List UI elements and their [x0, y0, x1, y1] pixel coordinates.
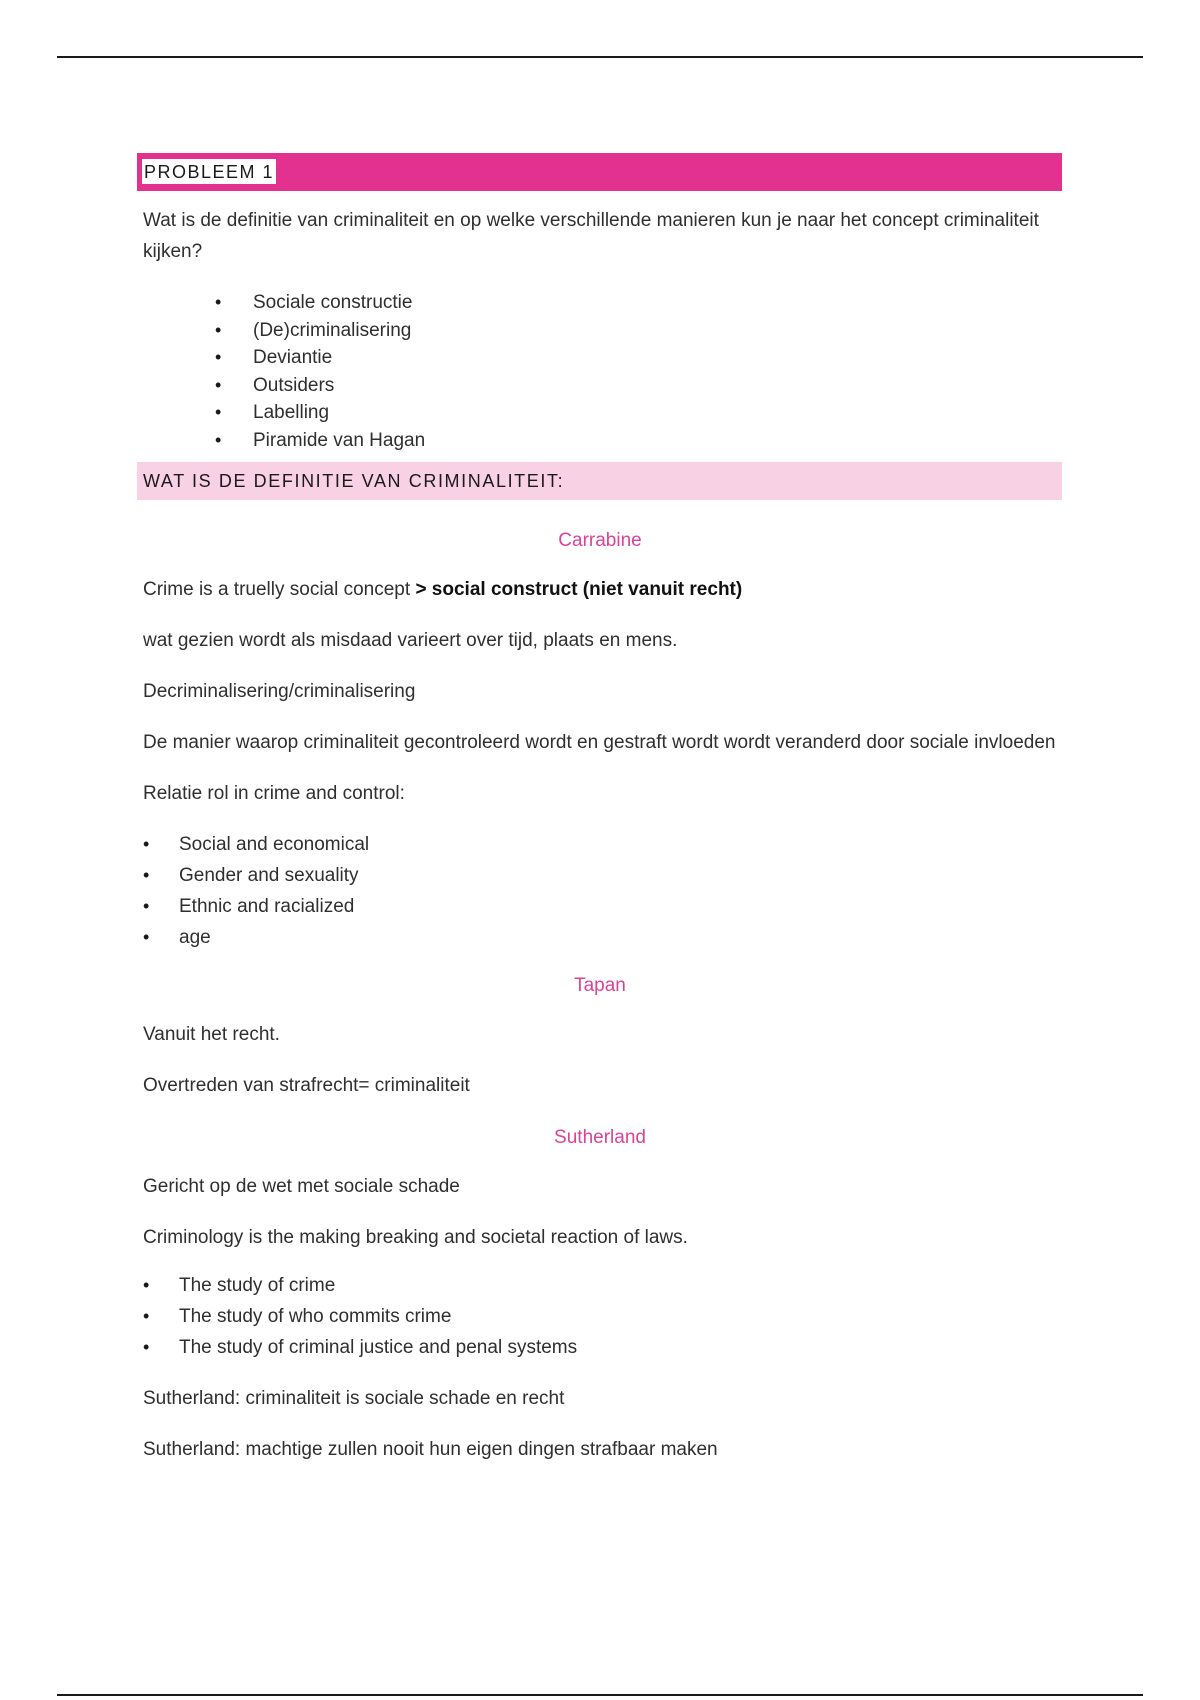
- bullet-icon: •: [215, 347, 222, 367]
- list-item: [138, 344, 1062, 372]
- list-item: [138, 427, 1062, 455]
- bullet-icon: •: [215, 292, 222, 312]
- carrabine-paragraph-4: De manier waarop criminaliteit gecontroleerd wordt en gestraft wordt wordt veranderd door sociale invloeden: [143, 732, 1056, 753]
- author-heading-sutherland: Sutherland: [554, 1127, 646, 1148]
- list-item-text: Deviantie: [253, 347, 333, 368]
- list-item-text: The study of who commits crime: [179, 1306, 452, 1327]
- carrabine-paragraph-1-bold: > social construct (niet vanuit recht): [415, 579, 743, 600]
- author-heading-tapan: Tapan: [574, 975, 626, 996]
- bullet-icon: •: [143, 1337, 150, 1357]
- sutherland-paragraph-3: Sutherland: criminaliteit is sociale schade en recht: [143, 1388, 565, 1409]
- carrabine-paragraph-5: Relatie rol in crime and control:: [143, 783, 405, 804]
- bullet-icon: •: [143, 865, 150, 885]
- carrabine-paragraph-2: wat gezien wordt als misdaad varieert over tijd, plaats en mens.: [143, 630, 678, 651]
- list-item-text: Labelling: [253, 402, 330, 423]
- sutherland-paragraph-2: Criminology is the making breaking and societal reaction of laws.: [143, 1227, 688, 1248]
- bullet-icon: •: [215, 402, 222, 422]
- list-item: [138, 891, 1062, 922]
- carrabine-paragraph-1-text: Crime is a truelly social concept: [143, 579, 416, 600]
- list-item-text: The study of crime: [179, 1275, 336, 1296]
- carrabine-paragraph-3: Decriminalisering/criminalisering: [143, 681, 416, 702]
- bullet-icon: •: [143, 896, 150, 916]
- list-item: [138, 922, 1062, 953]
- tapan-paragraph-2: Overtreden van strafrecht= criminaliteit: [143, 1075, 470, 1096]
- bottom-rule: [57, 1694, 1143, 1696]
- study-list: [138, 1270, 1062, 1363]
- list-item: [138, 829, 1062, 860]
- document-body: [138, 153, 1062, 1465]
- bullet-icon: •: [143, 1275, 150, 1295]
- top-rule: [57, 56, 1143, 58]
- keyword-list: [138, 289, 1062, 454]
- list-item-text: Sociale constructie: [253, 292, 413, 313]
- bullet-icon: •: [215, 319, 222, 340]
- bullet-icon: •: [143, 927, 150, 947]
- problem-heading-label: PROBLEEM 1: [142, 159, 276, 184]
- sutherland-paragraph-1: Gericht op de wet met sociale schade: [143, 1176, 460, 1197]
- list-item: [138, 289, 1062, 317]
- problem-heading: [137, 153, 1062, 191]
- tapan-paragraph-1: Vanuit het recht.: [143, 1024, 280, 1045]
- list-item: [138, 1332, 1062, 1363]
- list-item-text: The study of criminal justice and penal systems: [179, 1337, 578, 1358]
- bullet-icon: •: [215, 429, 222, 450]
- sutherland-paragraph-4: Sutherland: machtige zullen nooit hun eigen dingen strafbaar maken: [143, 1439, 718, 1460]
- definition-subheading: WAT IS DE DEFINITIE VAN CRIMINALITEIT:: [137, 462, 1062, 500]
- list-item-text: age: [179, 927, 211, 948]
- bullet-icon: •: [143, 834, 150, 854]
- list-item-text: Piramide van Hagan: [253, 429, 426, 451]
- factor-list: [138, 829, 1062, 953]
- bullet-icon: •: [143, 1306, 150, 1326]
- list-item: [138, 317, 1062, 345]
- problem-question: Wat is de definitie van criminaliteit en op welke verschillende manieren kun je naar het concept criminaliteit kijken?: [143, 210, 1039, 262]
- list-item: [138, 860, 1062, 891]
- list-item-text: Gender and sexuality: [179, 865, 359, 886]
- list-item-text: Social and economical: [179, 834, 370, 855]
- list-item-text: Ethnic and racialized: [179, 896, 355, 917]
- list-item: [138, 1301, 1062, 1332]
- list-item: [138, 372, 1062, 400]
- list-item-text: Outsiders: [253, 374, 335, 396]
- author-heading-carrabine: Carrabine: [558, 530, 642, 551]
- list-item: [138, 399, 1062, 427]
- carrabine-paragraph-1: [143, 574, 1062, 605]
- list-item-text: (De)criminalisering: [253, 319, 412, 341]
- bullet-icon: •: [215, 374, 222, 395]
- list-item: [138, 1270, 1062, 1301]
